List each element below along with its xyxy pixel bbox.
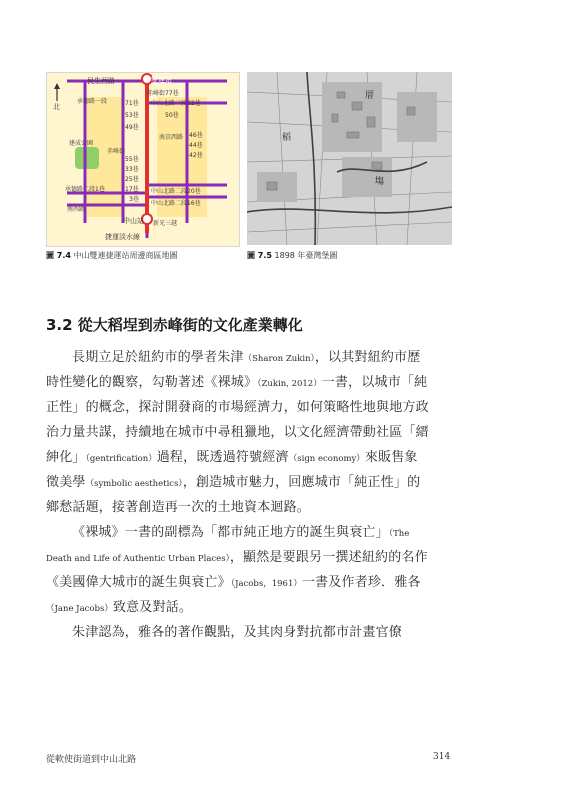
label-lane-46: 46巷 [189,132,203,139]
caption-text: 1898 年臺灣堡圖 [274,251,338,260]
text-citation: （The [388,529,410,539]
text-line [46,495,456,520]
text-run: 來販售象 [364,450,418,465]
label-lane-49: 49巷 [125,124,139,131]
text-run: 正性」的概念，探討開發商的市場經濟力，如何策略性地與地方政 [46,400,429,415]
label-lane-17: 17巷 [125,186,139,193]
label-metro-line: 捷運淡水線 [105,233,140,241]
caption-number: 圖 7.4 [46,251,71,260]
text-line [46,370,456,395]
running-footer-title: 從軟使街道到中山北路 [46,755,137,765]
label-lane-44: 44巷 [189,142,203,149]
caption-text: 中山雙連捷運站周邊商區地圖 [73,251,178,260]
park-area [75,147,99,169]
label-mall: 新光三越 [153,220,178,227]
label-lane-53: 53巷 [125,112,139,119]
district-map [47,73,239,246]
text-citation: （gentrification） [85,454,157,464]
text-run: 《裸城》一書的副標為「都市純正地方的誕生與衰亡」 [72,525,389,540]
label-lane-71: 71巷 [125,100,139,107]
label-zhongshan-20: 中山北路二段20巷 [151,188,201,195]
text-run: 致意及對話。 [112,600,193,615]
figure-caption-7-5 [247,250,337,261]
text-citation: （sign economy） [288,454,365,464]
text-citation: （Zukin, 2012） [257,379,322,389]
text-run: 鄉愁話題，接著創造再一次的土地資本迴路。 [46,500,311,515]
label-top-station: 雙連站 [151,76,172,84]
text-run: ，以其對紐約市歷 [314,350,421,365]
figure-caption-7-4 [46,250,178,261]
label-lane-33: 33巷 [125,166,139,173]
text-line [46,395,456,420]
text-run: 時性變化的觀察，勾勒著述《裸城》 [46,375,258,390]
text-citation: （Jacobs，1961） [230,579,302,589]
body-text [46,345,456,645]
label-lane-50: 50巷 [165,112,179,119]
label-chifeng: 赤峰街 [107,148,126,155]
old-map-label-3: 塲 [375,177,385,187]
label-chengde: 承德路一段 [77,98,108,105]
text-run: ，創造城市魅力，回應城市「純正性」的 [182,475,421,490]
text-run: 治力量共謀，持續地在城市中尋租獵地，以文化經濟帶動社區「縉 [46,425,429,440]
district-map-figure [46,72,240,247]
old-map-label-2: 稻 [282,133,292,143]
text-run: 一書及作者珍．雅各 [301,575,421,590]
text-run: 朱津認為，雅各的著作觀點，及其肉身對抗都市計畫官僚 [72,625,403,640]
label-chengde2: 承德路二段1巷 [65,186,105,193]
text-citation: （Jane Jacobs） [46,604,113,614]
text-line [46,620,456,645]
label-bottom-station: 中山站 [123,217,144,225]
label-park: 建成公園 [69,140,94,147]
text-citation: （Sharon Zukin） [243,354,315,364]
text-line [46,470,456,495]
text-line [46,595,456,620]
label-zhongshan-16: 中山北路二段16巷 [151,200,201,207]
label-lane-42: 42巷 [189,152,203,159]
text-run: 一書，以城市「純 [321,375,428,390]
north-label: 北 [53,103,60,111]
text-line [46,570,456,595]
text-line [46,420,456,445]
text-run: 過程，既透過符號經濟 [156,450,289,465]
label-chifeng-lane: 赤峰街77巷 [147,90,179,97]
text-run: 紳化」 [46,450,86,465]
label-nanjing: 南京西路 [159,134,184,141]
text-line [46,520,456,545]
text-run: ，顯然是要跟另一撰述紐約的名作 [229,550,428,565]
text-citation: Death and Life of Authentic Urban Places） [46,554,230,564]
label-lane-3: 3巷 [129,196,139,203]
text-run: 《美國偉大城市的誕生與衰亡》 [46,575,231,590]
caption-number: 圖 7.5 [247,251,272,260]
old-map-label-1: 厝 [365,91,375,101]
page-number: 314 [433,752,451,762]
label-zhongshan-62: 中山北路二段62巷 [151,100,201,107]
label-nanxi: 南西路 [67,206,86,213]
label-lane-25: 25巷 [125,176,139,183]
label-minsheng: 民生西路 [87,77,115,85]
text-run: 長期立足於紐約市的學者朱津 [72,350,244,365]
text-line [46,545,456,570]
text-line [46,345,456,370]
text-run: 徵美學 [46,475,86,490]
section-heading: 3.2 從大稻埕到赤峰街的文化產業轉化 [46,316,303,334]
text-citation: （symbolic aesthetics） [85,479,183,489]
historic-map [247,72,452,245]
label-lane-55: 55巷 [125,156,139,163]
historic-map-figure [247,72,452,245]
text-line [46,445,456,470]
